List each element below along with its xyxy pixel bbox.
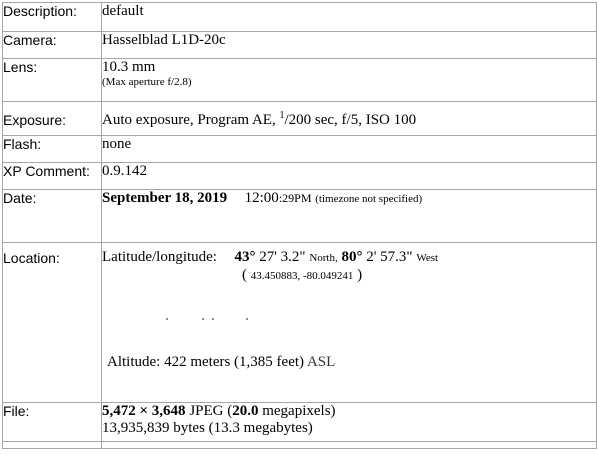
row-xp-comment bbox=[3, 163, 597, 190]
row-file bbox=[3, 403, 597, 442]
value-date bbox=[102, 190, 597, 243]
altitude-reference: ASL bbox=[306, 354, 336, 370]
latlon-line bbox=[102, 249, 596, 266]
label-partial bbox=[3, 442, 102, 449]
longitude-minutes-seconds: 2' 57.3" bbox=[362, 249, 413, 265]
value-flash: none bbox=[102, 136, 597, 163]
longitude-degrees: 80° bbox=[341, 249, 363, 265]
file-bytes: 13,935,839 bytes (13.3 megabytes) bbox=[102, 420, 313, 436]
value-location bbox=[102, 243, 597, 403]
timezone-note: (timezone not specified) bbox=[315, 193, 423, 205]
file-megapixels-unit: megapixels) bbox=[258, 403, 336, 419]
value-file bbox=[102, 403, 597, 442]
latitude-degrees: 43° bbox=[234, 249, 256, 265]
decimal-close: ) bbox=[353, 267, 363, 283]
file-dimensions-line bbox=[102, 403, 596, 420]
value-camera: Hasselblad L1D-20c bbox=[102, 32, 597, 59]
decimal-coordinates: 43.450883, -80.049241 bbox=[250, 270, 354, 282]
longitude-direction: West bbox=[416, 252, 439, 264]
date-value: September 18, 2019 bbox=[102, 190, 228, 206]
metadata-table bbox=[2, 2, 597, 449]
decimal-coords-line bbox=[102, 267, 596, 284]
value-partial bbox=[102, 442, 597, 449]
decimal-open: ( bbox=[242, 267, 251, 283]
row-description bbox=[3, 3, 597, 32]
time-value: 12:00 bbox=[244, 190, 279, 206]
label-description: Description: bbox=[3, 3, 102, 32]
file-dimensions: 5,472 × 3,648 bbox=[102, 403, 186, 419]
label-xp-comment: XP Comment: bbox=[3, 163, 102, 190]
exposure-numerator: 1 bbox=[279, 110, 285, 121]
exposure-mode: Auto exposure, Program AE, bbox=[102, 112, 280, 128]
label-file: File: bbox=[3, 403, 102, 442]
row-camera bbox=[3, 32, 597, 59]
label-camera: Camera: bbox=[3, 32, 102, 59]
altitude-value: Altitude: 422 meters (1,385 feet) bbox=[107, 354, 307, 370]
row-exposure bbox=[3, 102, 597, 136]
row-flash bbox=[3, 136, 597, 163]
row-lens bbox=[3, 59, 597, 102]
map-placeholder-dots bbox=[166, 318, 286, 322]
latitude-direction: North, bbox=[309, 252, 338, 264]
file-type: JPEG ( bbox=[185, 403, 233, 419]
time-seconds: :29PM bbox=[278, 191, 312, 205]
label-flash: Flash: bbox=[3, 136, 102, 163]
value-description: default bbox=[102, 3, 597, 32]
label-exposure: Exposure: bbox=[3, 102, 102, 136]
exposure-settings: /200 sec, f/5, ISO 100 bbox=[284, 112, 417, 128]
latlon-label: Latitude/longitude: bbox=[102, 249, 217, 265]
lens-max-aperture: (Max aperture f/2.8) bbox=[102, 76, 192, 88]
row-date bbox=[3, 190, 597, 243]
row-partial bbox=[3, 442, 597, 449]
altitude-line bbox=[107, 354, 335, 371]
latitude-minutes-seconds: 27' 3.2" bbox=[255, 249, 306, 265]
label-location: Location: bbox=[3, 243, 102, 403]
label-lens: Lens: bbox=[3, 59, 102, 102]
row-location bbox=[3, 243, 597, 403]
value-exposure bbox=[102, 102, 597, 136]
lens-focal-length: 10.3 mm bbox=[102, 59, 156, 75]
value-lens bbox=[102, 59, 597, 102]
value-xp-comment: 0.9.142 bbox=[102, 163, 597, 190]
file-megapixels: 20.0 bbox=[232, 403, 259, 419]
label-date: Date: bbox=[3, 190, 102, 243]
